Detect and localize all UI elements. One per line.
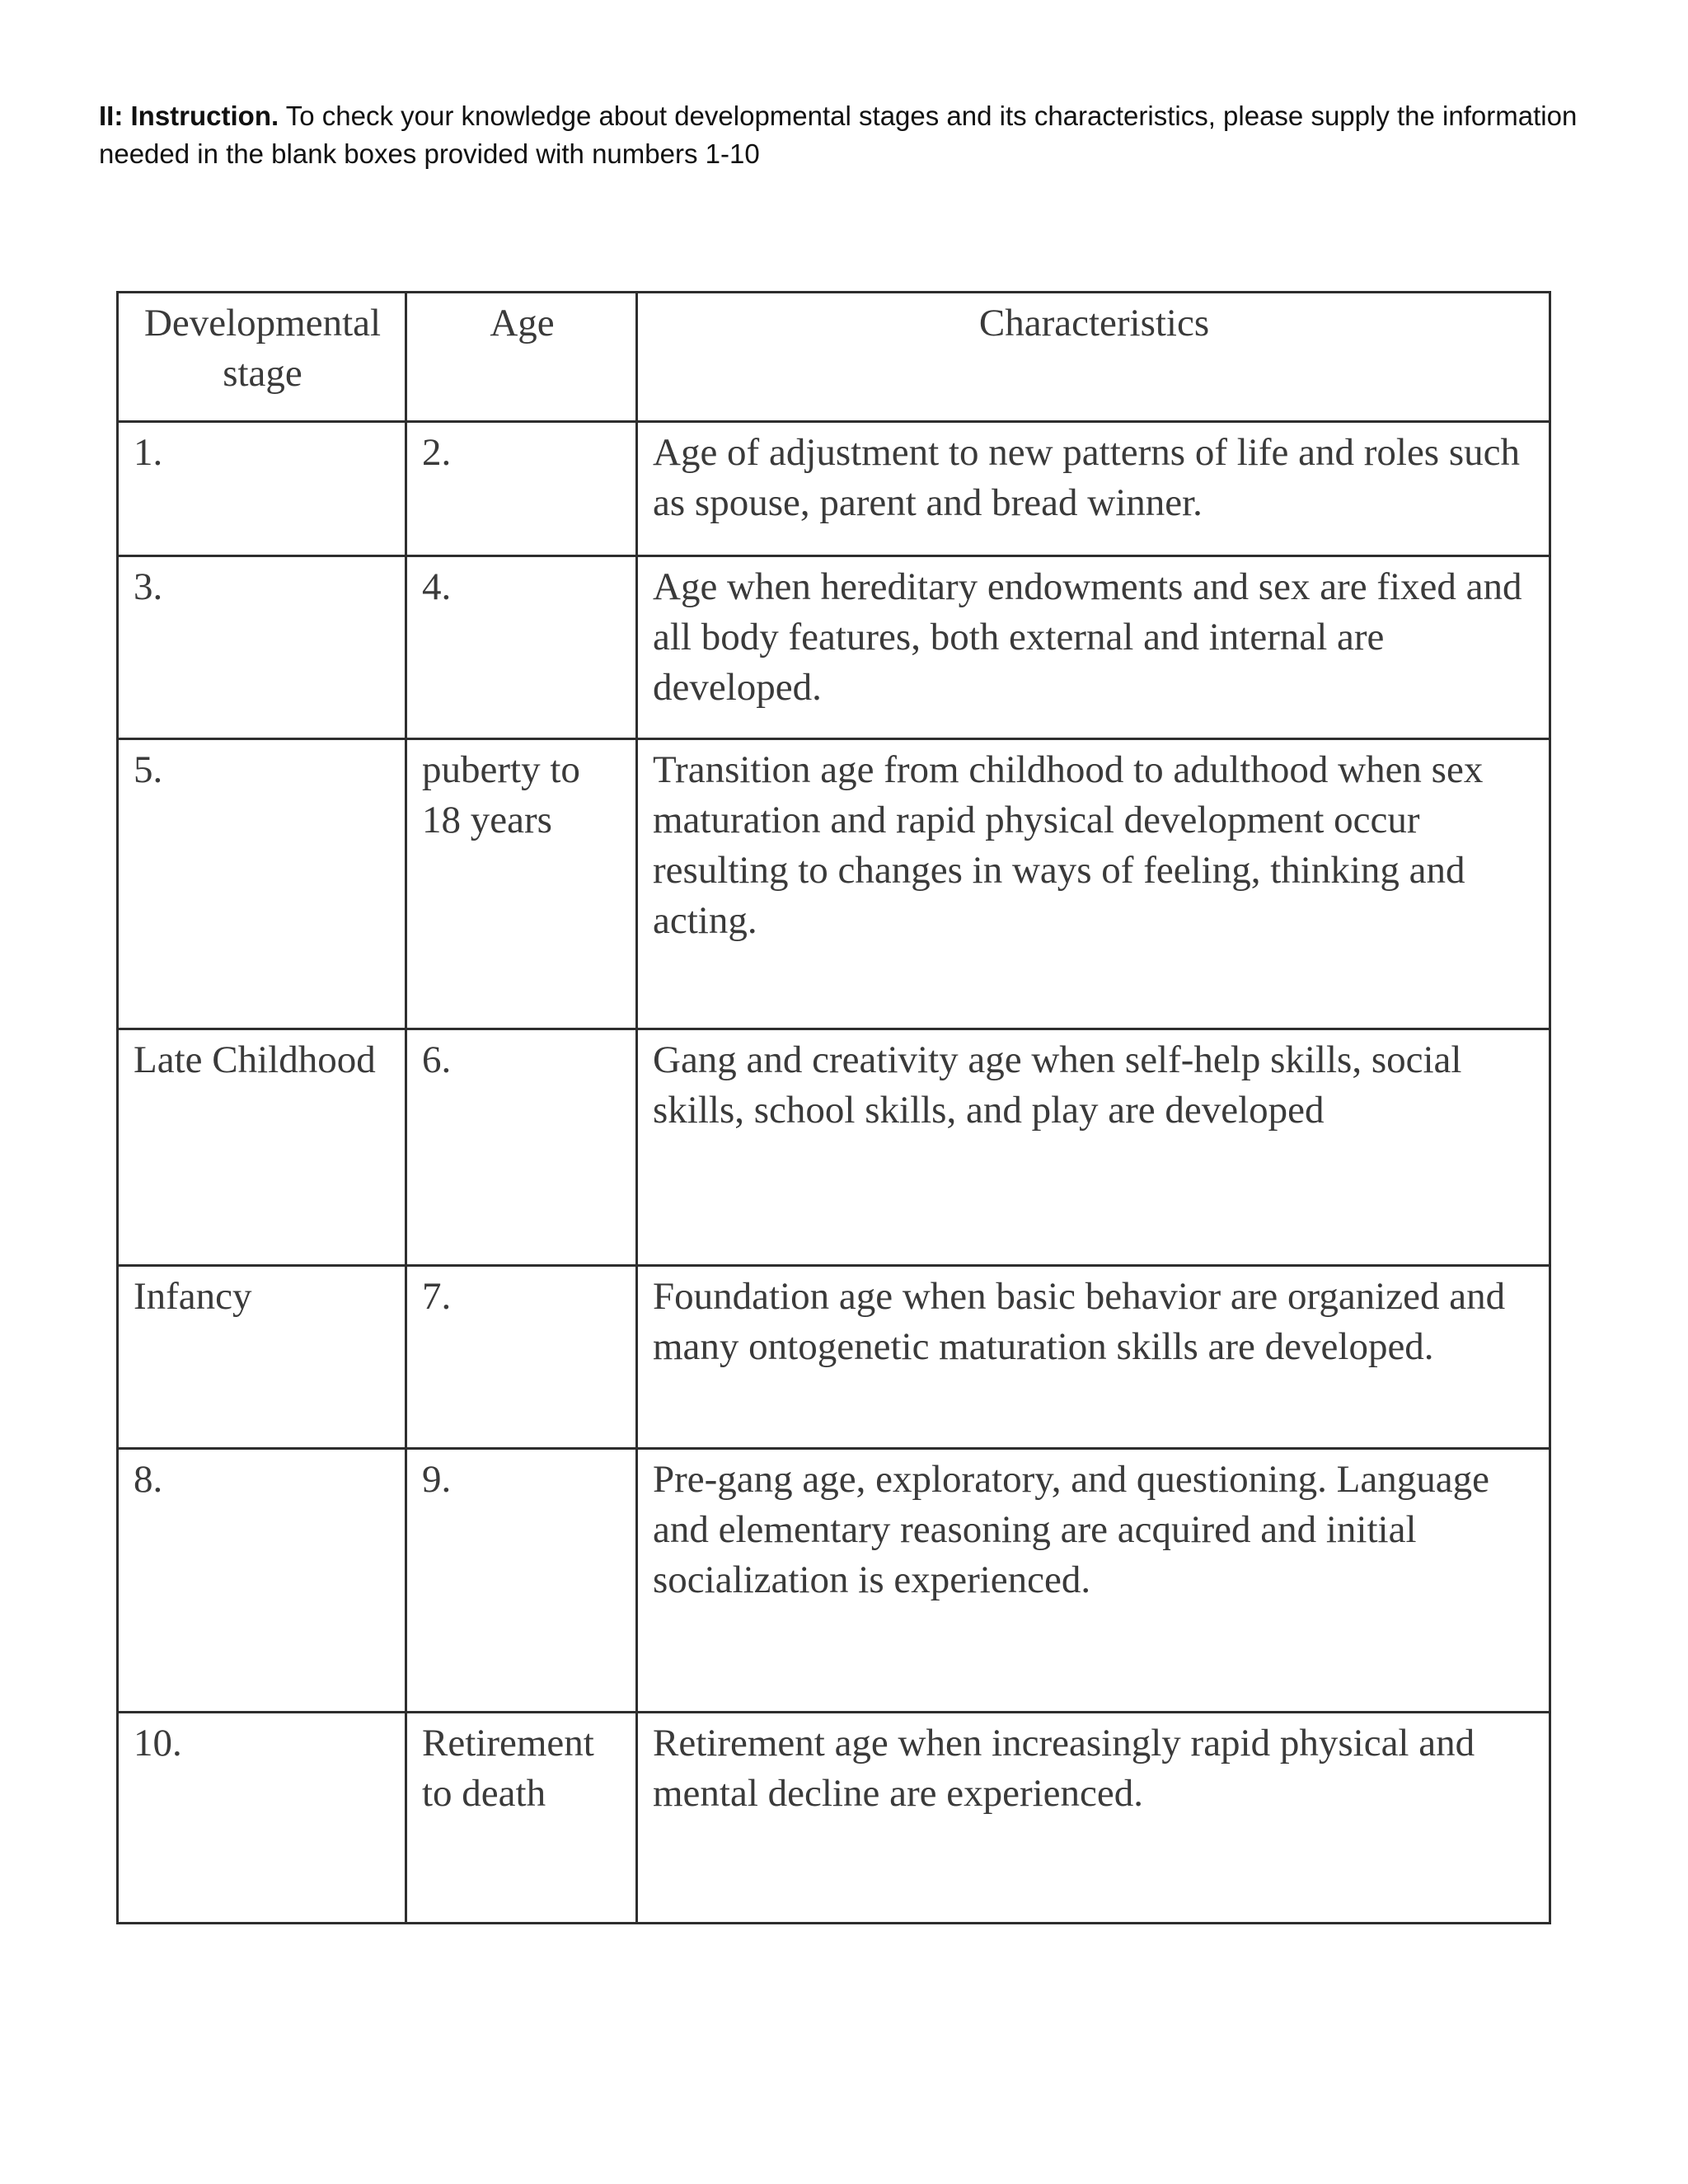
table-row: [118, 1266, 1550, 1449]
table-header-row: [118, 293, 1550, 422]
cell-characteristics: Gang and creativity age when self-help skills, social skills, school skills, and play are developed: [637, 1029, 1550, 1266]
header-characteristics: Characteristics: [637, 293, 1550, 422]
developmental-stages-table: [116, 291, 1551, 1924]
table-row: [118, 422, 1550, 556]
table-row: [118, 739, 1550, 1029]
cell-stage[interactable]: 8.: [118, 1449, 406, 1713]
cell-age[interactable]: 2.: [406, 422, 637, 556]
cell-age[interactable]: 4.: [406, 556, 637, 739]
cell-age: Retirement to death: [406, 1713, 637, 1924]
cell-stage[interactable]: 5.: [118, 739, 406, 1029]
header-developmental-stage: Developmental stage: [118, 293, 406, 422]
table-row: [118, 1713, 1550, 1924]
cell-characteristics: Age when hereditary endowments and sex are fixed and all body features, both external and internal are developed.: [637, 556, 1550, 739]
cell-characteristics: Retirement age when increasingly rapid physical and mental decline are experienced.: [637, 1713, 1550, 1924]
cell-stage[interactable]: 1.: [118, 422, 406, 556]
instruction-body: To check your knowledge about developmental stages and its characteristics, please supply the information needed in the blank boxes provided with numbers 1-10: [99, 101, 1578, 169]
header-age: Age: [406, 293, 637, 422]
cell-stage: Late Childhood: [118, 1029, 406, 1266]
cell-stage: Infancy: [118, 1266, 406, 1449]
cell-characteristics: Pre-gang age, exploratory, and questioning. Language and elementary reasoning are acquired and initial socialization is experienced.: [637, 1449, 1550, 1713]
cell-age[interactable]: 9.: [406, 1449, 637, 1713]
cell-age: puberty to 18 years: [406, 739, 637, 1029]
cell-age[interactable]: 7.: [406, 1266, 637, 1449]
cell-characteristics: Foundation age when basic behavior are organized and many ontogenetic maturation skills are developed.: [637, 1266, 1550, 1449]
developmental-stages-table-container: [116, 291, 1549, 1924]
table-row: [118, 556, 1550, 739]
table-row: [118, 1449, 1550, 1713]
cell-age[interactable]: 6.: [406, 1029, 637, 1266]
instruction-lead: II: Instruction.: [99, 101, 279, 131]
cell-stage[interactable]: 10.: [118, 1713, 406, 1924]
cell-stage[interactable]: 3.: [118, 556, 406, 739]
table-row: [118, 1029, 1550, 1266]
instruction-paragraph: [99, 97, 1582, 173]
cell-characteristics: Transition age from childhood to adulthood when sex maturation and rapid physical development occur resulting to changes in ways of feeling, thinking and acting.: [637, 739, 1550, 1029]
cell-characteristics: Age of adjustment to new patterns of life and roles such as spouse, parent and bread winner.: [637, 422, 1550, 556]
